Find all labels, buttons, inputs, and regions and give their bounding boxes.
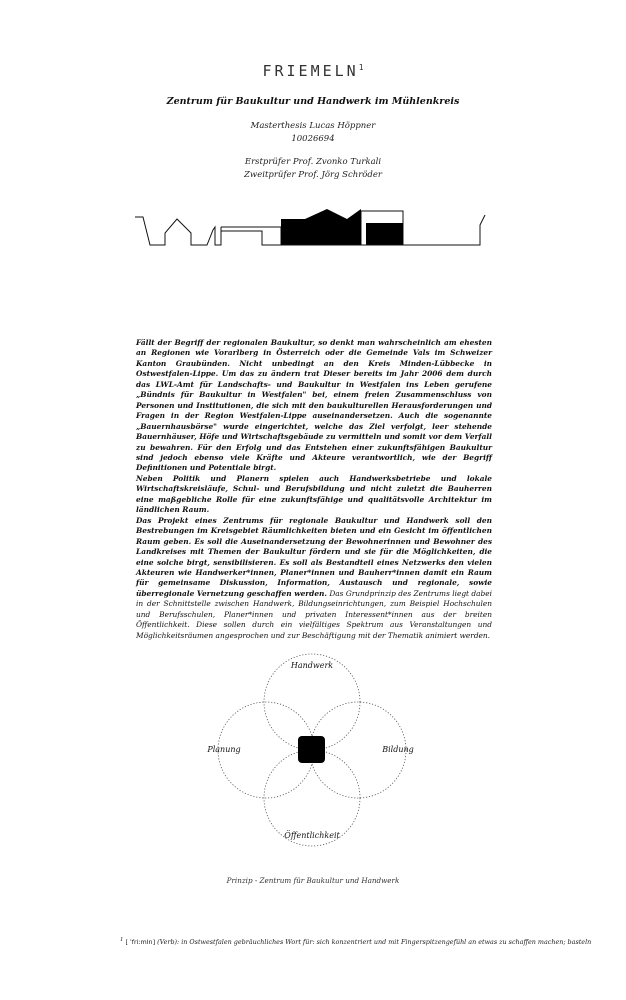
footnote-pronunciation: [ ˈfriːmln] <box>125 938 156 947</box>
footnote <box>120 937 592 947</box>
paragraph-1: Fällt der Begriff der regionalen Baukultur, so denkt man wahrscheinlich am ehesten an Regionen wie Vorarlberg in Österreich oder die Gemeinde Vals im Schweizer Kanton Graubünden. Nicht unbedingt an den Kreis Minden-Lübbecke in Ostwestfalen-Lippe. Um das zu ändern trat Dieser bereits im Jahr 2006 dem durch das LWL-Amt für Landschafts- und Baukultur in Westfalen ins Leben gerufene „Bündnis für Baukultur in Westfalen" bei, einem freien Zusammenschluss von Personen und Institutionen, die sich mit den baukulturellen Herausforderungen und Fragen in der Region Westfalen-Lippe auseinandersetzen. Auch die sogenannte „Bauernhausbörse" wurde eingerichtet, welche das Ziel verfolgt, leer stehende Bauernhäuser, Höfe und Wirtschaftsgebäude zu vermitteln und somit vor dem Verfall zu bewahren. Für den Erfolg und das Entstehen einer zukunftsfähigen Baukultur sind jedoch ebenso viele Kräfte und Akteure verantwortlich, wie der Begriff Definitionen und Potentiale birgt. <box>136 338 492 473</box>
logo <box>0 62 626 80</box>
second-examiner: Zweitprüfer Prof. Jörg Schröder <box>244 170 382 180</box>
label-bildung: Bildung <box>382 745 414 754</box>
project-subtitle: Zentrum für Baukultur und Handwerk im Mühlenkreis <box>166 96 460 107</box>
logo-text: FRIEMELN <box>262 62 359 80</box>
label-planung: Planung <box>207 745 241 754</box>
student-id: 10026694 <box>291 134 335 144</box>
label-handwerk: Handwerk <box>290 661 334 670</box>
logo-footnote-mark: 1 <box>358 63 364 72</box>
description-text <box>136 338 492 641</box>
paragraph-2: Neben Politik und Planern spielen auch Handwerksbetriebe und lokale Wirtschaftskreisläufe, Schul- und Berufsbildung und nicht zuletzt die Bauherren eine maßgebliche Rolle für eine zukunftsfähige und qualitätsvolle Architektur im ländlichen Raum. <box>136 473 492 515</box>
footnote-mark: 1 <box>120 937 124 943</box>
footnote-text: (Verb): in Ostwestfalen gebräuchliches Wort für: sich konzentriert und mit Fingerspitzengefühl an etwas zu schaffen machen; basteln <box>155 938 592 947</box>
principle-diagram <box>200 650 426 850</box>
street-silhouette-drawing <box>135 205 491 253</box>
diagram-caption: Prinzip - Zentrum für Baukultur und Handwerk <box>226 876 400 885</box>
first-examiner: Erstprüfer Prof. Zvonko Turkali <box>244 157 382 167</box>
center-square <box>298 736 325 763</box>
paragraph-3-regular: Das Grundprinzip des Zentrums liegt dabei in der Schnittstelle zwischen Handwerk, Bildungseinrichtungen, zum Beispiel Hochschulen und Berufsschulen, Planer*innen und privaten Interessent*innen aus der breiten Öffentlichkeit. Diese sollen durch ein vielfältiges Spektrum aus Veranstaltungen und Möglichkeitsräumen angesprochen und zur Beschäftigung mit der Thematik animiert werden. <box>136 588 492 640</box>
thesis-author: Masterthesis Lucas Höppner <box>250 121 376 131</box>
label-oeffentlichkeit: Öffentlichkeit <box>284 831 340 840</box>
paragraph-3-bold: Das Projekt eines Zentrums für regionale Baukultur und Handwerk soll den Bestrebungen im Kreisgebiet Räumlichkeiten bieten und ein Gesicht im öffentlichen Raum geben. Es soll die Auseinandersetzung der Bewohnerinnen und Bewohner des Landkreises mit Themen der Baukultur fördern und sie für die Möglichkeiten, die eine solche birgt, sensibilisieren. Es soll als Bestandteil eines Netzwerks den vielen Akteuren wie Handwerker*innen, Planer*innen und Bauherr*innen damit ein Raum für gemeinsame Diskussion, Information, Austausch und regionale, sowie überregionale Vernetzung geschaffen werden. <box>136 515 492 598</box>
paragraph-3 <box>136 516 492 641</box>
